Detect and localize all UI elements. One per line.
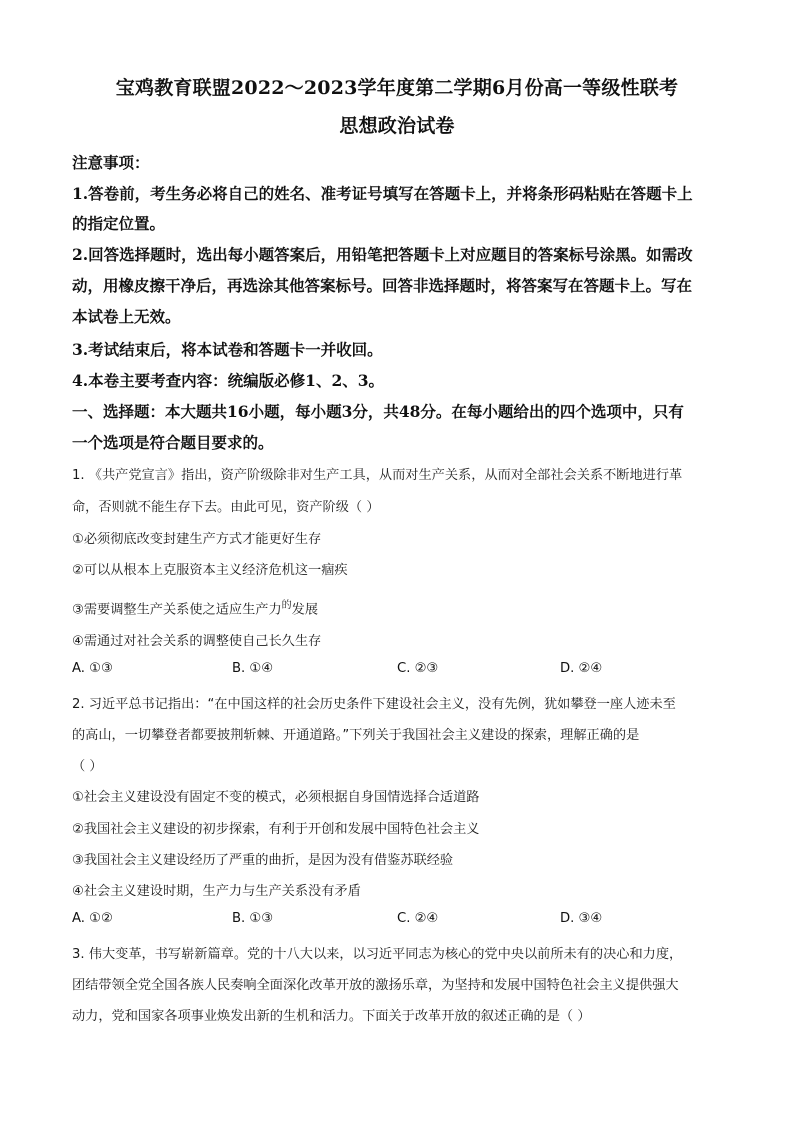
question-3-stem: 动力，党和国家各项事业焕发出新的生机和活力。下面关于改革开放的叙述正确的是（ ）: [72, 1009, 591, 1024]
question-2-stem: 的高山，一切攀登者都要披荆斩棘、开通道路。”下列关于我国社会主义建设的探索，理解正确的是: [72, 728, 640, 743]
question-3-stem: 团结带领全党全国各族人民奏响全面深化改革开放的激扬乐章，为坚持和发展中国特色社会主义提供强大: [72, 978, 679, 993]
option-c[interactable]: C. ②③: [397, 661, 439, 676]
question-1-stem: 1. 《共产党宣言》指出，资产阶级除非对生产工具，从而对生产关系，从而对全部社会关系不断地进行革: [72, 468, 683, 483]
option-b[interactable]: B. ①④: [232, 661, 274, 676]
option-a[interactable]: A. ①③: [72, 661, 113, 676]
notice-line: 本试卷上无效。: [72, 307, 181, 326]
question-1-item: ④需通过对社会关系的调整使自己长久生存: [72, 634, 322, 649]
exam-subject: 思想政治试卷: [339, 115, 455, 137]
item-text: ③需要调整生产关系使之适应生产力: [72, 602, 282, 618]
option-d[interactable]: D. ②④: [560, 661, 603, 676]
notice-line: 动，用橡皮擦干净后，再选涂其他答案标号。回答非选择题时，将答案写在答题卡上。写在: [72, 276, 693, 295]
question-1-item: [72, 596, 732, 617]
notice-line: 1.答卷前，考生务必将自己的姓名、准考证号填写在答题卡上，并将条形码粘贴在答题卡上: [72, 184, 693, 203]
notice-line: 的指定位置。: [72, 214, 166, 233]
section-instruction: 一个选项是符合题目要求的。: [72, 433, 274, 452]
exam-title: 宝鸡教育联盟2022～2023学年度第二学期6月份高一等级性联考: [115, 77, 679, 99]
question-1-item: ②可以从根本上克服资本主义经济危机这一痼疾: [72, 563, 348, 578]
question-2-stem: （ ）: [72, 759, 103, 774]
question-1-stem: 命，否则就不能生存下去。由此可见，资产阶级（ ）: [72, 500, 380, 515]
option-b[interactable]: B. ①③: [232, 911, 274, 926]
notice-line: 2.回答选择题时，选出每小题答案后，用铅笔把答题卡上对应题目的答案标号涂黑。如需改: [72, 245, 693, 264]
item-text-superscript: 的: [281, 600, 292, 611]
question-2-item: ①社会主义建设没有固定不变的模式，必须根据自身国情选择合适道路: [72, 790, 480, 805]
item-text: 发展: [291, 602, 319, 618]
question-2-item: ②我国社会主义建设的初步探索，有利于开创和发展中国特色社会主义: [72, 822, 480, 837]
question-2-item: ④社会主义建设时期，生产力与生产关系没有矛盾: [72, 884, 361, 899]
option-c[interactable]: C. ②④: [397, 911, 439, 926]
question-2-stem: 2. 习近平总书记指出：“在中国这样的社会历史条件下建设社会主义，没有先例，犹如攀登一座人迹未至: [72, 697, 676, 712]
question-2-options: [72, 911, 732, 931]
notice-heading: 注意事项：: [72, 153, 150, 172]
notice-line: 4.本卷主要考查内容：统编版必修1、2、3。: [72, 371, 385, 390]
question-3-stem: 3. 伟大变革，书写崭新篇章。党的十八大以来，以习近平同志为核心的党中央以前所未有的决心和力度，: [72, 947, 683, 962]
section-instruction: 一、选择题：本大题共16小题，每小题3分，共48分。在每小题给出的四个选项中，只有: [72, 402, 684, 421]
option-d[interactable]: D. ③④: [560, 911, 603, 926]
option-a[interactable]: A. ①②: [72, 911, 113, 926]
question-1-options: [72, 661, 732, 681]
question-1-item: ①必须彻底改变封建生产方式才能更好生存: [72, 532, 322, 547]
question-2-item: ③我国社会主义建设经历了严重的曲折，是因为没有借鉴苏联经验: [72, 853, 454, 868]
notice-line: 3.考试结束后，将本试卷和答题卡一并收回。: [72, 340, 383, 359]
